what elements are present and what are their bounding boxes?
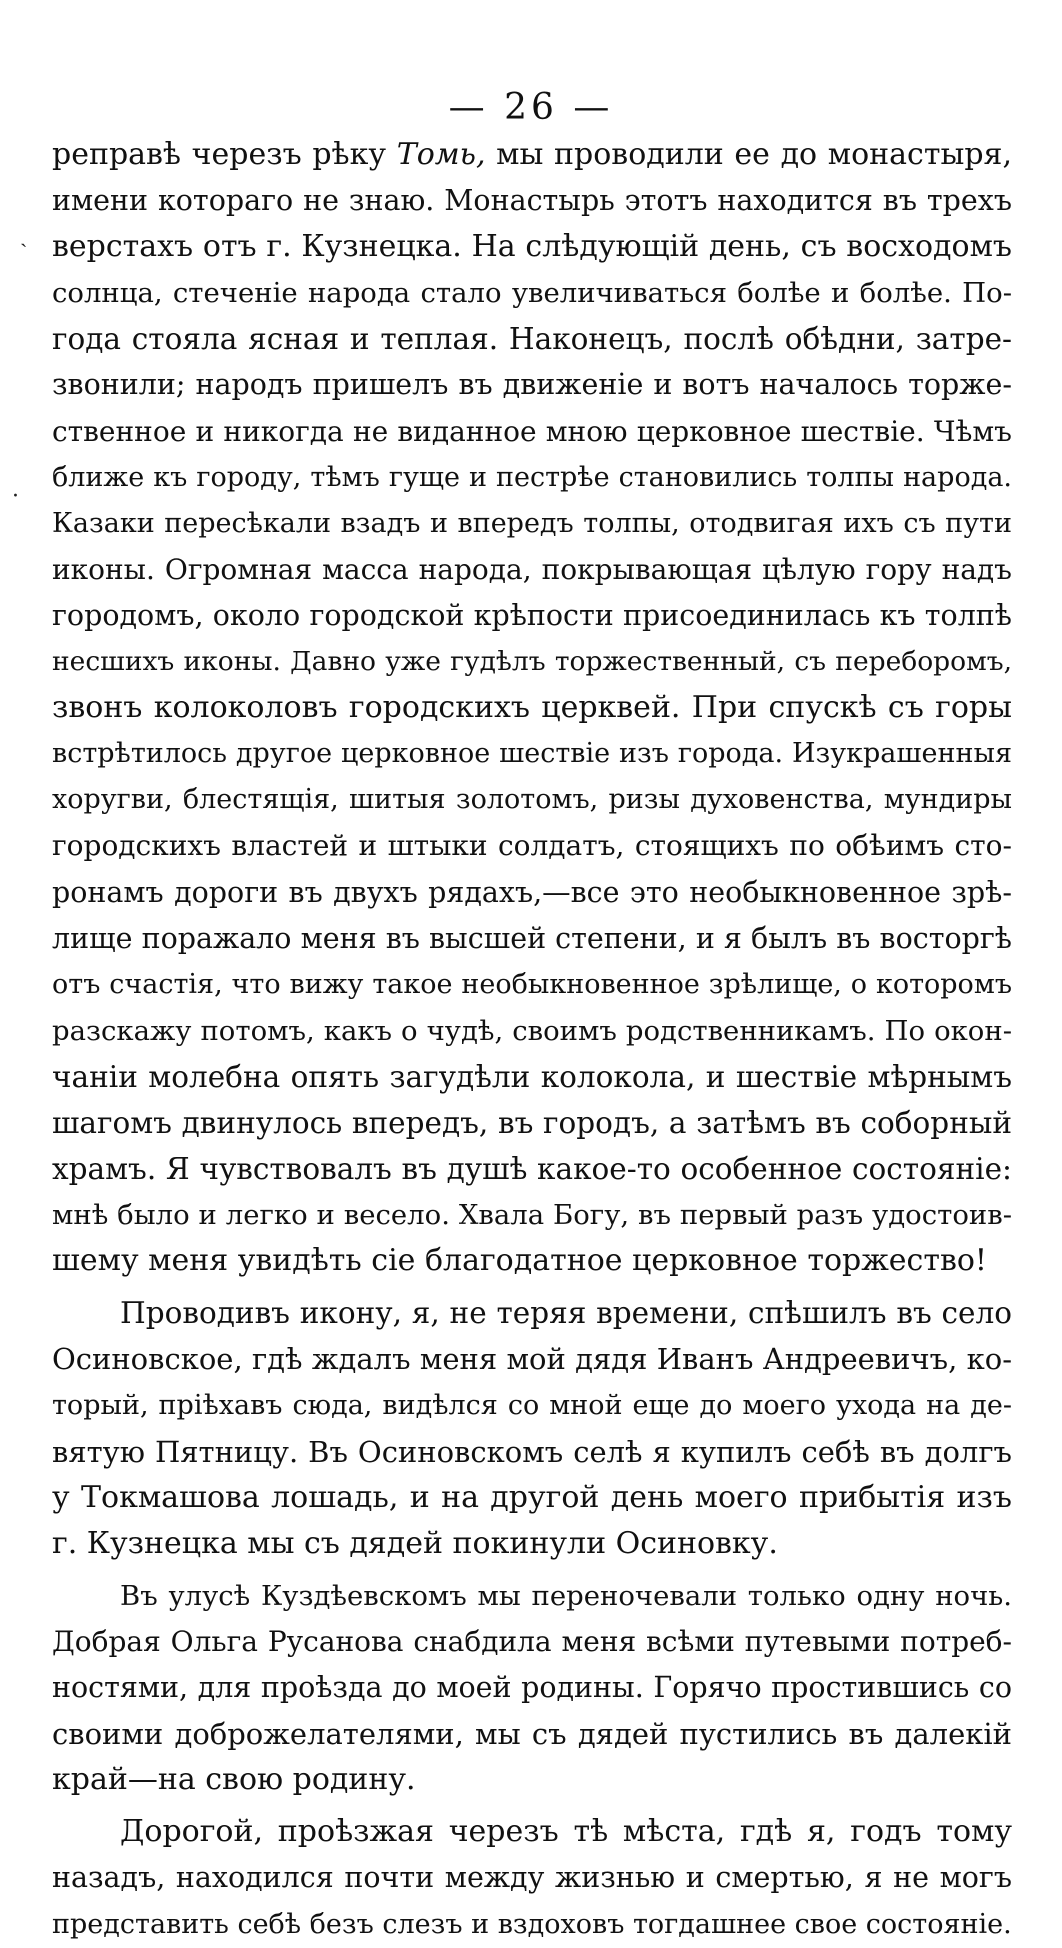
text-line: мнѣ было и легко и весело. Хвала Богу, въ первый разъ удостоив- xyxy=(52,1199,1012,1232)
text-line: хоругви, блестящія, шитыя золотомъ, ризы духовенства, мундиры xyxy=(52,784,1012,816)
text-line: Въ улусѣ Куздѣевскомъ мы переночевали только одну ночь. xyxy=(120,1579,1012,1612)
paragraph xyxy=(52,132,1012,1284)
text-line: представить себѣ безъ слезъ и вздоховъ тогдашнее свое состояніе. xyxy=(52,1908,1012,1940)
text-line: года стояла ясная и теплая. Наконецъ, послѣ обѣдни, затре- xyxy=(52,322,1012,357)
text-line: Казаки пересѣкали взадъ и впередъ толпы, отодвигая ихъ съ пути xyxy=(52,507,1012,539)
text-line: встрѣтилось другое церковное шествіе изъ города. Изукрашенныя xyxy=(52,738,1012,770)
text-line: Дорогой, проѣзжая черезъ тѣ мѣста, гдѣ я, годъ тому xyxy=(120,1814,1012,1850)
text-line: Проводивъ икону, я, не теряя времени, спѣшилъ въ село xyxy=(120,1296,1012,1331)
text-line: солнца, стеченіе народа стало увеличиваться болѣе и болѣе. По- xyxy=(52,277,1012,310)
text-line: у Токмашова лошадь, и на другой день моего прибытія изъ xyxy=(52,1479,1012,1515)
text-line: торый, пріѣхавъ сюда, видѣлся со мной еще до моего ухода на де- xyxy=(52,1389,1012,1421)
text-line: иконы. Огромная масса народа, покрывающая цѣлую гору надъ xyxy=(52,552,1012,586)
text-line: несшихъ иконы. Давно уже гудѣлъ торжественный, съ переборомъ, xyxy=(52,646,1012,678)
text-line: ронамъ дороги въ двухъ рядахъ,—все это необыкновенное зрѣ- xyxy=(52,875,1012,909)
text-line: шему меня увидѣть сіе благодатное церковное торжество! xyxy=(52,1243,987,1279)
text-line: отъ счастія, что вижу такое необыкновенное зрѣлище, о которомъ xyxy=(52,968,1012,1000)
paragraph xyxy=(52,1290,1012,1567)
text-line: чаніи молебна опять загудѣли колокола, и шествіе мѣрнымъ xyxy=(52,1059,1012,1094)
text-line: ственное и никогда не виданное мною церковное шествіе. Чѣмъ xyxy=(52,414,1012,448)
text-line: назадъ, находился почти между жизнью и смертью, я не могъ xyxy=(52,1861,1012,1895)
body-text xyxy=(52,132,1012,1948)
text-line: разскажу потомъ, какъ о чудѣ, своимъ родственникамъ. По окон- xyxy=(52,1014,1012,1047)
text-line: лище поражало меня въ высшей степени, и я былъ въ восторгѣ xyxy=(52,921,1012,955)
text-line: городскихъ властей и штыки солдатъ, стоящихъ по обѣимъ сто- xyxy=(52,829,1012,863)
text-line: ностями, для проѣзда до моей родины. Горячо простившись со xyxy=(52,1671,1012,1705)
text-line: г. Кузнецка мы съ дядей покинули Осиновку. xyxy=(52,1525,778,1561)
page-number: — 26 — xyxy=(448,87,614,128)
text-line: верстахъ отъ г. Кузнецка. На слѣдующій день, съ восходомъ xyxy=(52,229,1012,265)
text-line: Добрая Ольга Русанова снабдила меня всѣми путевыми потреб- xyxy=(52,1625,1012,1658)
text-line: городомъ, около городской крѣпости присоединилась къ толпѣ xyxy=(52,598,1012,632)
text-line: край—на свою родину. xyxy=(52,1762,416,1798)
text-line: своими доброжелателями, мы съ дядей пустились въ далекій xyxy=(52,1717,1012,1752)
text-line: вятую Пятницу. Въ Осиновскомъ селѣ я купилъ себѣ въ долгъ xyxy=(52,1434,1012,1469)
text-line: звонили; народъ пришелъ въ движеніе и вотъ началось торже- xyxy=(52,368,1012,402)
river-name: Томь, xyxy=(396,137,486,172)
text-line: шагомъ двинулось впередъ, въ городъ, а затѣмъ въ соборный xyxy=(52,1105,1012,1140)
text-line: реправѣ черезъ рѣку Томь, мы проводили ее до монастыря, xyxy=(52,137,1012,172)
text-line: ближе къ городу, тѣмъ гуще и пестрѣе становились толпы народа. xyxy=(52,461,1012,493)
text-line: храмъ. Я чувствовалъ въ душѣ какое-то особенное состояніе: xyxy=(52,1152,1012,1187)
margin-mark: · xyxy=(12,484,19,509)
paragraph xyxy=(52,1809,1012,1947)
text-line: Осиновское, гдѣ ждалъ меня мой дядя Иванъ Андреевичъ, ко- xyxy=(52,1342,1012,1377)
text-line: имени котораго не знаю. Монастырь этотъ находится въ трехъ xyxy=(52,184,1012,218)
text-line: звонъ колоколовъ городскихъ церквей. При спускѣ съ горы xyxy=(52,690,1012,726)
paragraph xyxy=(52,1573,1012,1803)
margin-mark: ˏ xyxy=(20,223,28,248)
